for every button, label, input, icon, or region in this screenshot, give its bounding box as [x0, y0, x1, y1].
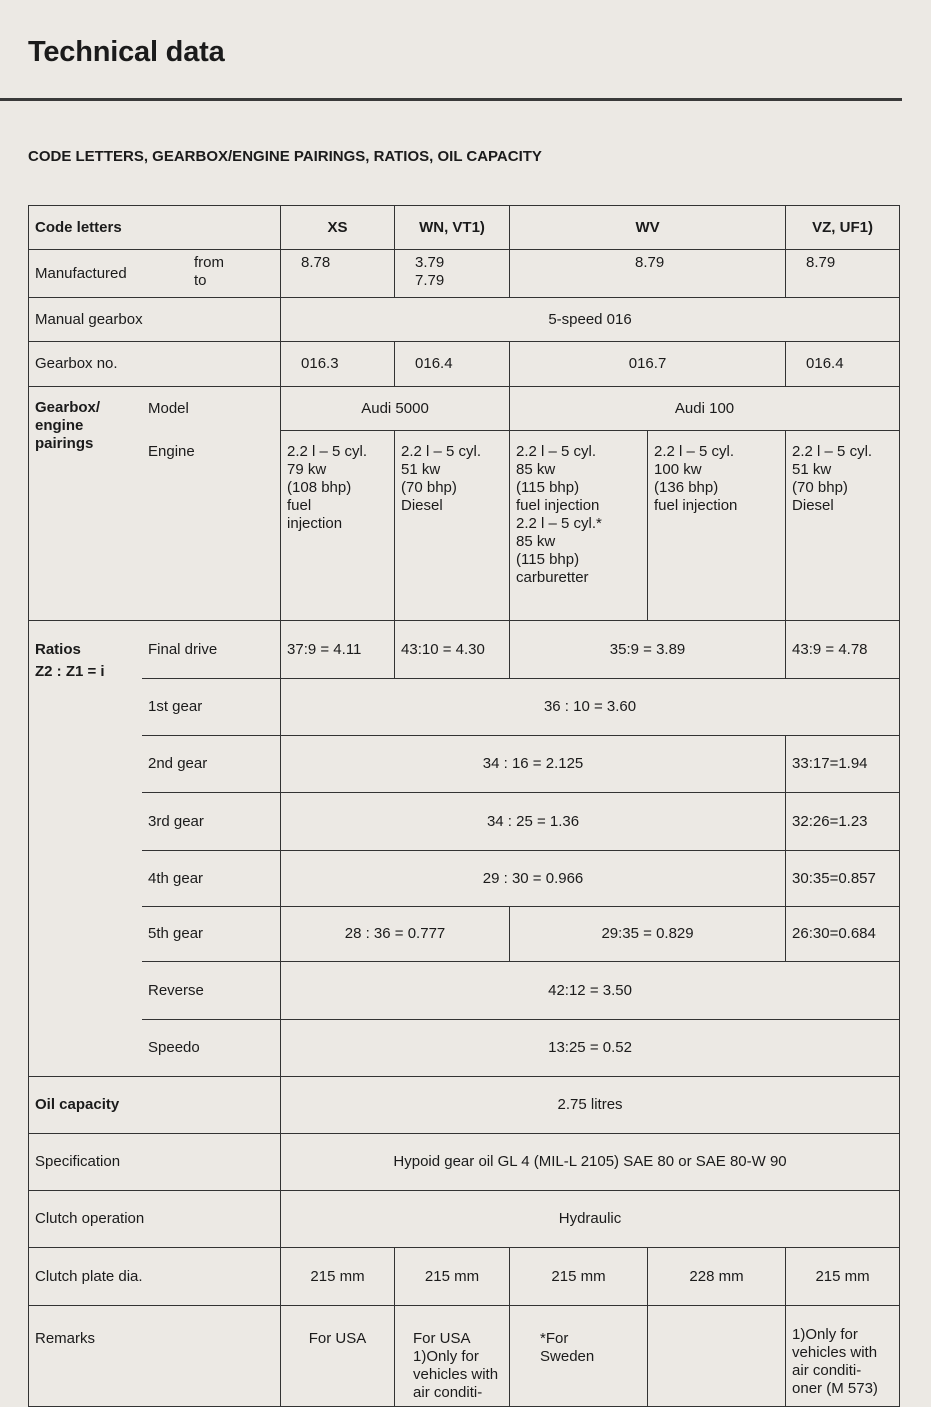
clutch-plate-vz: 215 mm	[786, 1248, 900, 1306]
row-pairings-engine	[29, 431, 900, 621]
gearbox-no-vz: 016.4	[786, 342, 900, 387]
wv-from	[510, 250, 786, 298]
manufactured-label: Manufactured	[29, 250, 142, 298]
title-rule	[0, 98, 902, 101]
row-gearbox-no	[29, 342, 900, 387]
to-label: to	[194, 272, 207, 289]
manufactured-from-to	[142, 250, 281, 298]
row-fifth-gear	[29, 907, 900, 962]
row-speedo	[29, 1020, 900, 1077]
row-clutch-plate	[29, 1248, 900, 1306]
ratios-cell	[29, 621, 142, 1077]
model-label: Model	[142, 387, 281, 431]
second-gear-label: 2nd gear	[142, 736, 281, 793]
fifth-gear-vz: 26:30=0.684	[786, 907, 900, 962]
fifth-gear-xs-wn: 28 : 36 = 0.777	[281, 907, 510, 962]
fifth-gear-wv: 29:35 = 0.829	[510, 907, 786, 962]
oil-capacity-label: Oil capacity	[29, 1077, 281, 1134]
third-gear-vz: 32:26=1.23	[786, 793, 900, 851]
remarks-wv-a: *For Sweden	[510, 1306, 648, 1407]
row-final-drive	[29, 621, 900, 679]
gearbox-no-wn: 016.4	[395, 342, 510, 387]
code-vz-uf: VZ, UF1)	[786, 206, 900, 250]
row-second-gear	[29, 736, 900, 793]
vz-from	[786, 250, 900, 298]
first-gear-value: 36 : 10 = 3.60	[281, 679, 900, 736]
wn-to-value: 7.79	[415, 272, 445, 289]
clutch-plate-wv-a: 215 mm	[510, 1248, 648, 1306]
section-heading: CODE LETTERS, GEARBOX/ENGINE PAIRINGS, RATIOS, OIL CAPACITY	[28, 148, 542, 165]
row-manufactured	[29, 250, 900, 298]
clutch-plate-label: Clutch plate dia.	[29, 1248, 281, 1306]
ratios-label: Ratios	[35, 641, 81, 658]
engine-vz: 2.2 l – 5 cyl. 51 kw (70 bhp) Diesel	[786, 431, 900, 621]
engine-wv-a: 2.2 l – 5 cyl. 85 kw (115 bhp) fuel injection 2.2 l – 5 cyl.* 85 kw (115 bhp) carburetter	[510, 431, 648, 621]
row-first-gear	[29, 679, 900, 736]
wn-from-value: 3.79	[415, 254, 445, 271]
manual-gearbox-label: Manual gearbox	[29, 298, 281, 342]
fourth-gear-value: 29 : 30 = 0.966	[281, 851, 786, 907]
clutch-plate-wv-b: 228 mm	[648, 1248, 786, 1306]
remarks-label: Remarks	[29, 1306, 281, 1407]
model-audi-5000: Audi 5000	[281, 387, 510, 431]
row-fourth-gear	[29, 851, 900, 907]
vz-from-value: 8.79	[806, 254, 836, 271]
specification-label: Specification	[29, 1134, 281, 1191]
engine-label: Engine	[142, 431, 281, 621]
clutch-plate-wn: 215 mm	[395, 1248, 510, 1306]
speedo-value: 13:25 = 0.52	[281, 1020, 900, 1077]
manual-gearbox-value: 5-speed 016	[281, 298, 900, 342]
code-wv: WV	[510, 206, 786, 250]
wv-from-value: 8.79	[635, 254, 665, 271]
page-title: Technical data	[28, 36, 225, 68]
code-letters-label: Code letters	[29, 206, 281, 250]
xs-from-value: 8.78	[301, 254, 331, 271]
row-pairings-model	[29, 387, 900, 431]
gearbox-no-label: Gearbox no.	[29, 342, 281, 387]
model-audi-100: Audi 100	[510, 387, 900, 431]
final-drive-label: Final drive	[142, 621, 281, 679]
engine-wn: 2.2 l – 5 cyl. 51 kw (70 bhp) Diesel	[395, 431, 510, 621]
row-clutch-operation	[29, 1191, 900, 1248]
engine-wv-b: 2.2 l – 5 cyl. 100 kw (136 bhp) fuel injection	[648, 431, 786, 621]
second-gear-value: 34 : 16 = 2.125	[281, 736, 786, 793]
final-drive-vz: 43:9 = 4.78	[786, 621, 900, 679]
fourth-gear-vz: 30:35=0.857	[786, 851, 900, 907]
first-gear-label: 1st gear	[142, 679, 281, 736]
row-specification	[29, 1134, 900, 1191]
from-label: from	[194, 254, 224, 271]
final-drive-wn: 43:10 = 4.30	[395, 621, 510, 679]
second-gear-vz: 33:17=1.94	[786, 736, 900, 793]
engine-xs: 2.2 l – 5 cyl. 79 kw (108 bhp) fuel injection	[281, 431, 395, 621]
clutch-plate-xs: 215 mm	[281, 1248, 395, 1306]
remarks-vz: 1)Only for vehicles with air conditi- oner (M 573)	[786, 1306, 900, 1407]
reverse-value: 42:12 = 3.50	[281, 962, 900, 1020]
gearbox-no-xs: 016.3	[281, 342, 395, 387]
oil-capacity-value: 2.75 litres	[281, 1077, 900, 1134]
xs-from	[281, 250, 395, 298]
reverse-label: Reverse	[142, 962, 281, 1020]
third-gear-value: 34 : 25 = 1.36	[281, 793, 786, 851]
row-manual-gearbox	[29, 298, 900, 342]
technical-data-table	[28, 205, 900, 1407]
row-code-letters	[29, 206, 900, 250]
speedo-label: Speedo	[142, 1020, 281, 1077]
row-oil-capacity	[29, 1077, 900, 1134]
pairings-label: Gearbox/ engine pairings	[29, 387, 142, 621]
specification-value: Hypoid gear oil GL 4 (MIL-L 2105) SAE 80 or SAE 80-W 90	[281, 1134, 900, 1191]
code-xs: XS	[281, 206, 395, 250]
code-wn-vt: WN, VT1)	[395, 206, 510, 250]
row-third-gear	[29, 793, 900, 851]
fourth-gear-label: 4th gear	[142, 851, 281, 907]
clutch-operation-value: Hydraulic	[281, 1191, 900, 1248]
row-remarks	[29, 1306, 900, 1407]
remarks-xs: For USA	[281, 1306, 395, 1407]
fifth-gear-label: 5th gear	[142, 907, 281, 962]
third-gear-label: 3rd gear	[142, 793, 281, 851]
row-reverse	[29, 962, 900, 1020]
remarks-wv-b	[648, 1306, 786, 1407]
clutch-operation-label: Clutch operation	[29, 1191, 281, 1248]
wn-dates	[395, 250, 510, 298]
ratios-formula: Z2 : Z1 = i	[35, 663, 105, 680]
final-drive-wv: 35:9 = 3.89	[510, 621, 786, 679]
final-drive-xs: 37:9 = 4.11	[281, 621, 395, 679]
remarks-wn: For USA 1)Only for vehicles with air conditi-	[395, 1306, 510, 1407]
gearbox-no-wv: 016.7	[510, 342, 786, 387]
